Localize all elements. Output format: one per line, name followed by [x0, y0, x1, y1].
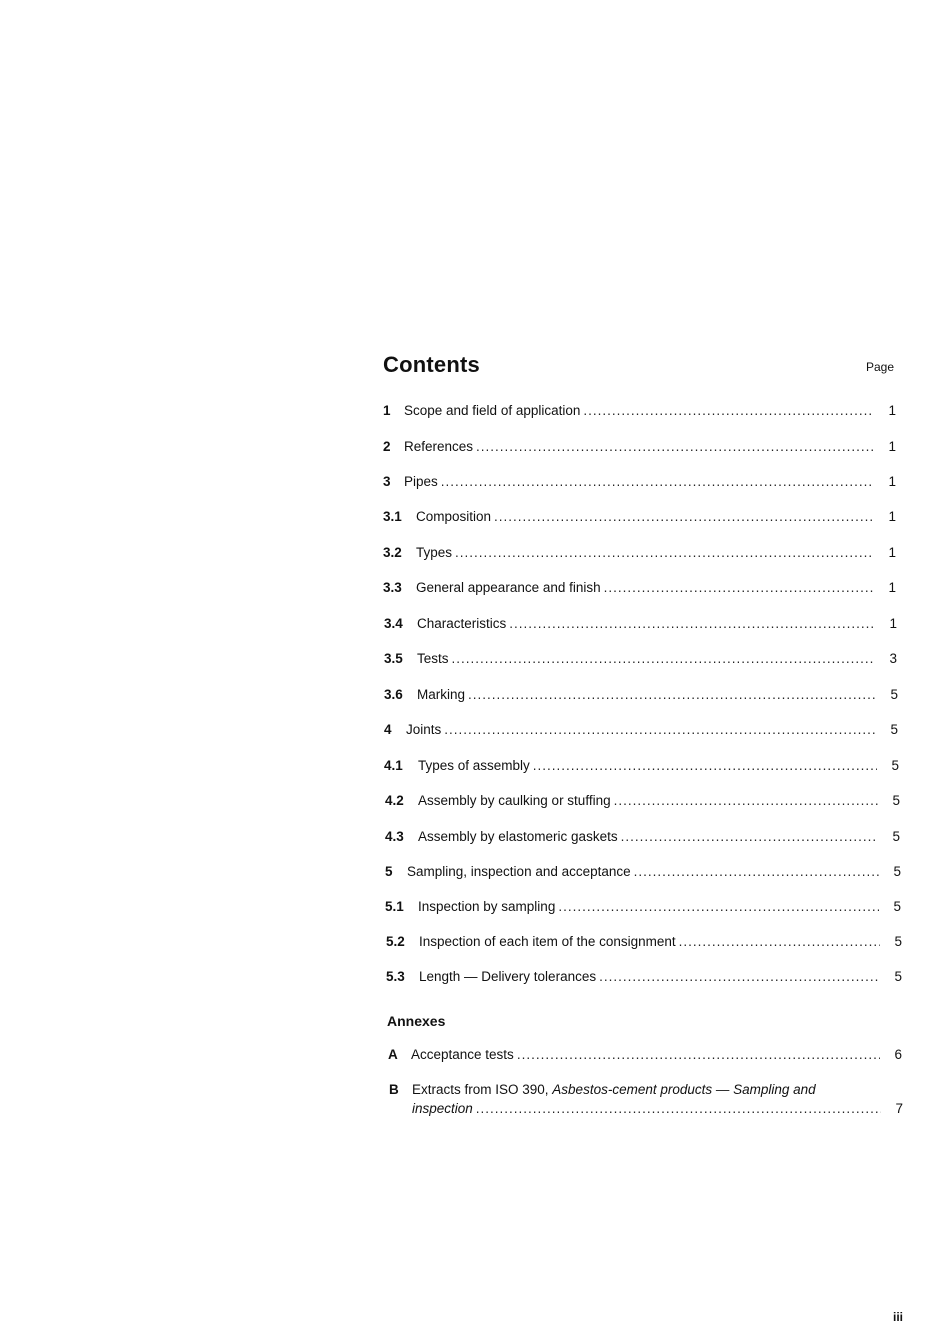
- toc-entry-title: Inspection by sampling: [418, 899, 556, 914]
- toc-leader-dots: [599, 969, 880, 985]
- toc-entry-number: 3.6: [384, 687, 403, 702]
- toc-entry-title: General appearance and finish: [416, 580, 601, 595]
- toc-entry-number: 5.3: [386, 969, 405, 984]
- toc-entry-number: 4: [384, 722, 392, 737]
- toc-leader-dots: [476, 439, 874, 455]
- annex-letter: A: [388, 1047, 398, 1062]
- toc-entry-title: Assembly by caulking or stuffing: [418, 793, 611, 808]
- toc-entry-number: 3.3: [383, 580, 402, 595]
- toc-entry-number: 3.2: [383, 545, 402, 560]
- toc-entry: [384, 616, 897, 634]
- toc-entry-page: 5: [890, 722, 898, 737]
- toc-leader-dots: [455, 545, 874, 561]
- toc-leader-dots: [517, 1047, 880, 1063]
- toc-entry: [385, 793, 900, 811]
- annex-entry: [388, 1047, 902, 1065]
- toc-entry: [383, 439, 896, 457]
- toc-entry: [383, 474, 896, 492]
- toc-entry-number: 5.2: [386, 934, 405, 949]
- toc-entry-title: References: [404, 439, 474, 454]
- annex-entry: [389, 1082, 816, 1097]
- toc-entry-number: 3: [383, 474, 391, 489]
- toc-entry-title: Pipes: [404, 474, 438, 489]
- toc-entry-number: 4.3: [385, 829, 404, 844]
- toc-entry-page: 1: [888, 545, 896, 560]
- toc-entry-page: 5: [894, 934, 902, 949]
- toc-entry: [384, 651, 897, 669]
- toc-entry-page: 5: [894, 969, 902, 984]
- toc-entry-number: 3.5: [384, 651, 403, 666]
- toc-entry-title: Assembly by elastomeric gaskets: [418, 829, 618, 844]
- toc-entry-number: 1: [383, 403, 391, 418]
- toc-entry-page: 3: [889, 651, 897, 666]
- toc-entry-number: 5: [385, 864, 393, 879]
- toc-entry-page: 5: [892, 829, 900, 844]
- toc-entry: [383, 545, 896, 563]
- toc-entry: [385, 864, 901, 882]
- page-column-header: Page: [866, 360, 895, 374]
- toc-entry-number: 4.2: [385, 793, 404, 808]
- toc-entry: [386, 969, 902, 987]
- toc-entry: [384, 722, 898, 740]
- toc-entry-title: Characteristics: [417, 616, 507, 631]
- footer-page-number: iii: [893, 1310, 904, 1324]
- toc-entry-page: 5: [893, 899, 901, 914]
- toc-entry-title: Length — Delivery tolerances: [419, 969, 597, 984]
- annex-page: 7: [895, 1101, 903, 1116]
- toc-entry-title: Types: [416, 545, 453, 560]
- toc-entry-page: 5: [890, 687, 898, 702]
- toc-leader-dots: [621, 829, 878, 845]
- toc-leader-dots: [604, 580, 874, 596]
- toc-entry-page: 1: [888, 439, 896, 454]
- toc-leader-dots: [494, 509, 874, 525]
- toc-entry-title: Composition: [416, 509, 492, 524]
- toc-leader-dots: [468, 687, 876, 703]
- toc-entry-page: 1: [888, 509, 896, 524]
- toc-entry-page: 1: [888, 474, 896, 489]
- toc-leader-dots: [558, 899, 879, 915]
- toc-entry: [385, 829, 900, 847]
- toc-entry: [385, 899, 901, 917]
- toc-entry-title: Types of assembly: [418, 758, 530, 773]
- toc-entry-number: 4.1: [384, 758, 403, 773]
- toc-leader-dots: [614, 793, 878, 809]
- annex-entry-continuation: [412, 1101, 903, 1119]
- toc-entry-page: 5: [892, 793, 900, 808]
- page-title: Contents: [383, 352, 480, 377]
- toc-entry-title: Scope and field of application: [404, 403, 581, 418]
- toc-leader-dots: [444, 722, 876, 738]
- toc-leader-dots: [583, 403, 874, 419]
- toc-leader-dots: [533, 758, 877, 774]
- toc-entry-page: 1: [888, 580, 896, 595]
- toc-entry-title: Joints: [406, 722, 442, 737]
- toc-entry: [383, 403, 896, 421]
- toc-entry-number: 3.4: [384, 616, 403, 631]
- annex-title: Acceptance tests: [411, 1047, 514, 1062]
- annex-title-prefix: Extracts from ISO 390,: [412, 1082, 553, 1097]
- toc-entry-number: 3.1: [383, 509, 402, 524]
- toc-entry: [384, 758, 899, 776]
- toc-leader-dots: [441, 474, 874, 490]
- toc-entry-title: Marking: [417, 687, 466, 702]
- toc-entry: [384, 687, 898, 705]
- annexes-heading: Annexes: [387, 1013, 446, 1029]
- annex-page: 6: [894, 1047, 902, 1062]
- annex-title-italic: Asbestos-cement products — Sampling and: [552, 1082, 816, 1097]
- toc-leader-dots: [679, 934, 880, 950]
- toc-leader-dots: [509, 616, 875, 632]
- toc-entry-page: 1: [889, 616, 897, 631]
- toc-entry-title: Tests: [417, 651, 449, 666]
- toc-entry-page: 5: [893, 864, 901, 879]
- annex-title-continuation: inspection: [412, 1101, 473, 1116]
- toc-entry: [383, 580, 896, 598]
- toc-entry-number: 2: [383, 439, 391, 454]
- toc-entry-title: Sampling, inspection and acceptance: [407, 864, 631, 879]
- toc-leader-dots: [634, 864, 879, 880]
- toc-entry: [383, 509, 896, 527]
- toc-entry-page: 5: [891, 758, 899, 773]
- toc-leader-dots: [452, 651, 875, 667]
- annex-letter: B: [389, 1082, 399, 1097]
- toc-leader-dots: [476, 1101, 881, 1117]
- toc-entry-title: Inspection of each item of the consignment: [419, 934, 676, 949]
- toc-entry-number: 5.1: [385, 899, 404, 914]
- toc-entry-page: 1: [888, 403, 896, 418]
- toc-entry: [386, 934, 902, 952]
